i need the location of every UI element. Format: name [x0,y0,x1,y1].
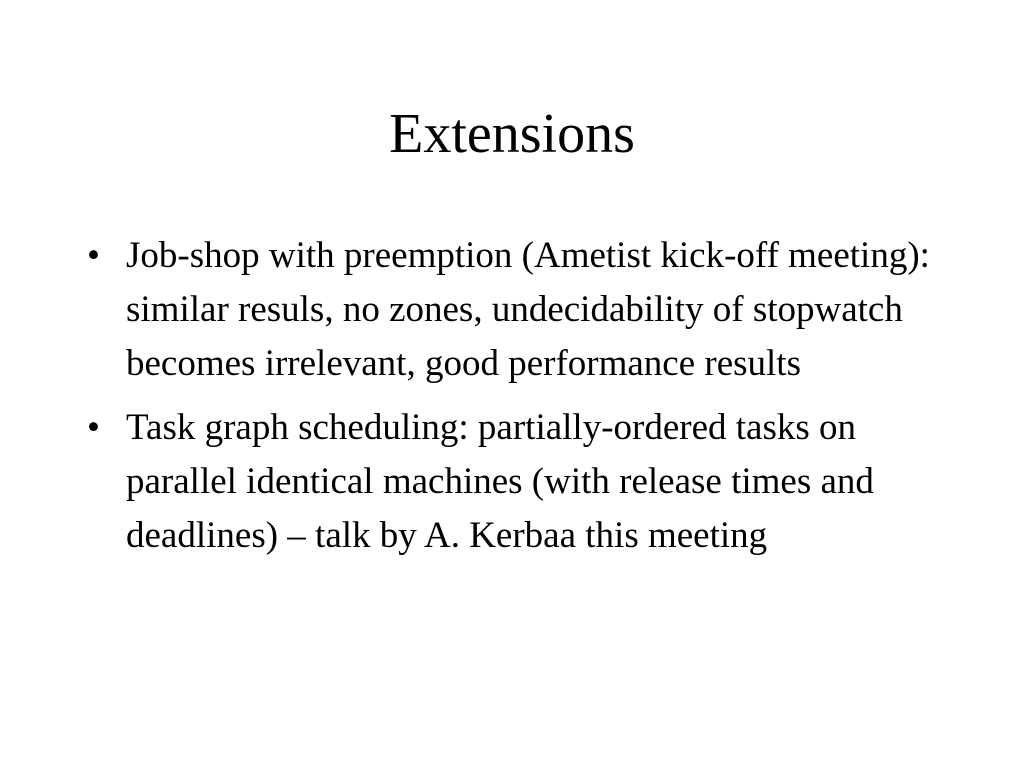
bullet-list [87,229,967,573]
bullet-icon: • [87,407,100,448]
slide-title: Extensions [389,103,635,165]
bullet-item [87,229,967,391]
bullet-text: Task graph scheduling: partially-ordered tasks on parallel identical machines (with release times and deadlines) – talk by A. Kerbaa this meeting [126,407,874,556]
bullet-item [87,401,967,563]
bullet-text: Job-shop with preemption (Ametist kick-off meeting): similar resuls, no zones, undecidability of stopwatch becomes irrelevant, good performance results [126,235,930,384]
bullet-icon: • [87,235,100,276]
